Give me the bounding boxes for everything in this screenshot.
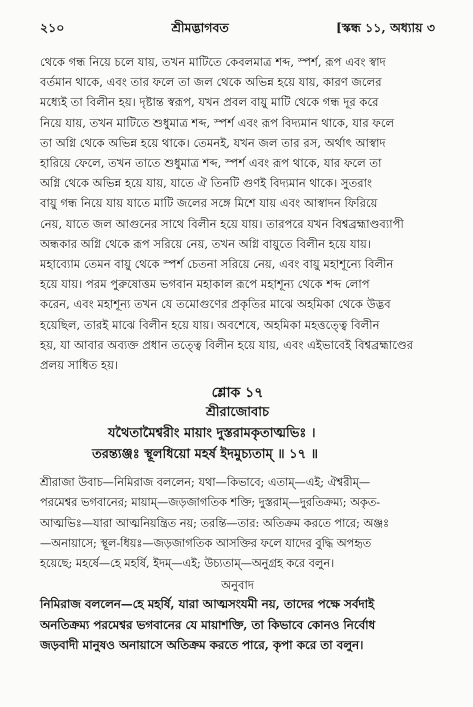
purport-line: প্রলয় সাধিত হয়। (40, 358, 119, 373)
purport-line: মহাব্যোম তেমন বায়ু থেকে স্পর্শ চেতনা সরিয়ে নেয়, এবং বায়ু মহাশূন্যে বিলীন (40, 257, 394, 272)
purport-line: নিয়ে যায়, তখন মাটিতে শুধুমাত্র শব্দ, স্পর্শ এবং রূপ বিদ্যমান থাকে, যার ফলে (40, 115, 395, 130)
purport-line: তা অগ্নি থেকে অভিন্ন হয়ে থাকে। তেমনই, যখন জল তার রস, অর্থাৎ আস্বাদ (40, 135, 386, 150)
purport-line: বায়ু গন্ধ নিয়ে যায় যাতে মাটি জলের সঙ্গে মিশে যায় এবং আস্বাদন ফিরিয়ে (40, 196, 378, 211)
page-header (40, 20, 435, 40)
purport-line: হয়েছিল, তারই মাঝে বিলীন হয়ে যায়। অবশেষে, অহমিকা মহত্তত্ত্বে বিলীন (40, 317, 380, 332)
purport-line: থেকে গন্ধ নিয়ে চলে যায়, তখন মাটিতে কেবলমাত্র শব্দ, স্পর্শ, রূপ এবং স্বাদ (40, 55, 386, 69)
purport-text (40, 52, 435, 375)
translation-line: জড়বাদী মানুষও অনায়াসে অতিক্রম করতে পারে, কৃপা করে তা বলুন। (40, 638, 364, 653)
chapter-reference: [স্কন্ধ ১১, অধ্যায় ৩ (335, 20, 435, 35)
verse-line-2: তরন্ত্যঞ্জঃ স্থূলধিয়ো মহর্ষ ইদমুচ্যতাম্‌ ॥ ১৭ ॥ (92, 447, 318, 463)
purport-line: অগ্নি থেকে অভিন্ন হয়ে যায়, যাতে ঐ তিনটি গুণই বিদ্যমান থাকে। সুতরাং (40, 176, 373, 191)
synonym-line: শ্রীরাজা উবাচ—নিমিরাজ বললেন; যথা—কিভাবে; এতাম্‌—এই; ঐশ্বরীম্‌— (40, 476, 371, 490)
verse-speaker: শ্রীরাজোবাচ (205, 405, 270, 421)
purport-line: মধ্যেই তা বিলীন হয়। দৃষ্টান্ত স্বরূপ, যখন প্রবল বায়ু মাটি থেকে গন্ধ দূর করে (40, 95, 379, 110)
purport-line: হয়, যা আবার অব্যক্ত প্রধান তত্ত্বে বিলীন হয়ে যায়, এবং এইভাবেই বিশ্বব্রহ্মাণ্ডের (40, 337, 414, 352)
purport-line: নেয়, যাতে জল আগুনের সাথে বিলীন হয়ে যায়। তারপরে যখন বিশ্বব্রহ্মাণ্ডব্যাপী (40, 216, 404, 231)
verse-heading: শ্লোক ১৭ (211, 385, 264, 402)
synonym-line: হয়েছে; মহর্ষে—হে মহর্ষি, ইদম্‌—এই; উচ্যতাম্‌—অনুগ্রহ করে বলুন। (40, 557, 335, 571)
translation-heading: অনুবাদ (221, 578, 254, 593)
synonyms (40, 473, 435, 574)
verse-line-1: যথৈতামৈশ্বরীং মায়াং দুস্তরামকৃতাত্মভিঃ । (108, 426, 316, 442)
purport-line: হারিয়ে ফেলে, তখন তাতে শুধুমাত্র শব্দ, স্পর্শ এবং রূপ থাকে, যার ফলে তা (40, 156, 382, 171)
purport-line: হয়ে যায়। পরম পুরুষোত্তম ভগবান মহাকাল রূপে মহাশূন্য থেকে শব্দ লোপ (40, 277, 370, 292)
book-title: শ্রীমদ্ভাগবত (171, 20, 229, 35)
synonym-line: আত্মভিঃ—যারা আত্মনিয়ন্ত্রিত নয়; তরন্তি—তার: অতিক্রম করতে পারে; অঞ্জঃ (40, 516, 389, 530)
purport-line: অন্ধকার অগ্নি থেকে রূপ সরিয়ে নেয়, তখন অগ্নি বায়ুতে বিলীন হয়ে যায়। (40, 236, 372, 251)
synonym-line: —অনায়াসে; স্থূল-ধিয়ঃ—জড়জাগতিক আসক্তির ফলে যাদের বুদ্ধি অপহৃত (40, 536, 372, 550)
translation-line: অনতিক্রম্য পরমেশ্বর ভগবানের যে মায়াশক্তি, তা কিভাবে কোনও নির্বোধ (40, 617, 376, 632)
purport-line: বর্তমান থাকে, এবং তার ফলে তা জল থেকে অভিন্ন হয়ে যায়, কারণ জলের (40, 75, 382, 90)
page-number: ২১০ (40, 20, 65, 35)
translation-line: নিমিরাজ বললেন—হে মহর্ষি, যারা আত্মসংযমী নয়, তাদের পক্ষে সর্বদাই (40, 597, 375, 612)
purport-line: করেন, এবং মহাশূন্য তখন যে তমোগুণের প্রকৃতির মাঝে অহমিকা থেকে উদ্ভব (40, 297, 391, 312)
synonym-line: পরমেশ্বর ভগবানের; মায়াম্‌—জড়জাগতিক শক্তি; দুস্তরাম্‌—দুরতিক্রম্য; অকৃত- (40, 496, 381, 510)
translation-text (40, 594, 435, 656)
